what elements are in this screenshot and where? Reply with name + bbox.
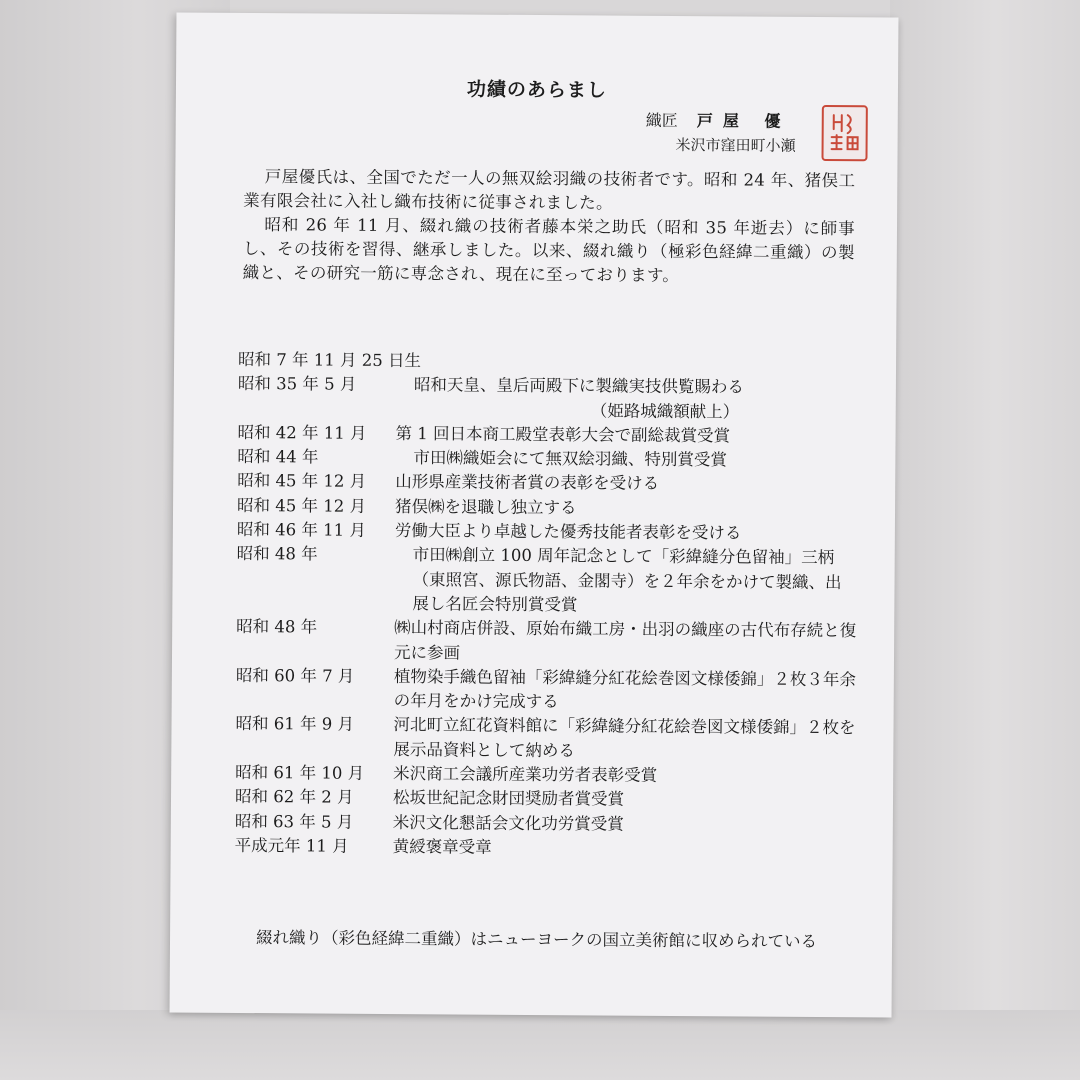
timeline-event: 米沢文化懇話会文化功労賞受賞	[392, 812, 624, 834]
timeline-event: 猪俣㈱を退職し独立する	[394, 496, 577, 518]
timeline-row	[236, 664, 856, 717]
document-title: 功績のあらまし	[466, 78, 608, 102]
timeline-event: 河北町立紅花資料館に「彩緯縫分紅花絵巻図文様倭錦」２枚を展示品資料として納める	[393, 715, 856, 761]
timeline-date: 昭和 60 年 7 月	[235, 665, 355, 686]
timeline-event: 山形県産業技術者賞の表彰を受ける	[395, 472, 660, 494]
achievement-timeline	[235, 348, 859, 863]
timeline-row	[236, 542, 856, 619]
seal-stamp-icon	[821, 105, 867, 161]
timeline-row	[238, 372, 858, 401]
author-name: 戸屋 優	[696, 111, 791, 131]
timeline-date: 昭和 7 年 11 月 25 日生	[238, 349, 422, 371]
timeline-date: 平成元年 11 月	[234, 835, 349, 856]
timeline-date: 昭和 63 年 5 月	[234, 811, 354, 832]
timeline-date: 昭和 61 年 9 月	[235, 714, 355, 735]
timeline-row	[236, 615, 856, 668]
timeline-event: 黄綬褒章受章	[392, 836, 492, 857]
timeline-event: 米沢商工会議所産業功労者表彰受賞	[393, 764, 658, 785]
author-address: 米沢市窪田町小瀬	[675, 135, 796, 155]
timeline-event: 松坂世紀記念財団奨励者賞受賞	[392, 788, 625, 809]
timeline-row	[235, 834, 855, 863]
timeline-date: 昭和 62 年 2 月	[234, 787, 354, 808]
author-role: 織匠	[645, 110, 678, 130]
timeline-date: 昭和 48 年	[236, 617, 318, 637]
timeline-event: 第 1 回日本商工殿堂表彰大会で副総裁賞受賞	[395, 423, 731, 446]
intro-paragraph: 戸屋優氏は、全国でただ一人の無双絵羽織の技術者です。昭和 24 年、猪俣工業有限会社に入社し織布技術に従事されました。	[243, 167, 856, 213]
timeline-event: 植物染手織色留袖「彩緯縫分紅花絵巻図文様倭錦」２枚３年余の年月をかけ完成する	[393, 666, 856, 712]
timeline-event: ㈱山村商店併設、原始布織工房・出羽の織座の古代布存続と復元に参画	[393, 618, 857, 663]
timeline-event: 昭和天皇、皇后両殿下に製織実技供覧賜わる	[413, 375, 744, 397]
intro-paragraph: 昭和 26 年 11 月、綴れ織の技術者藤本栄之助氏（昭和 35 年逝去）に師事し、その技術を習得、継承しました。以来、綴れ織り（極彩色経緯二重織）の製織と、その研究一筋に専念され、現在に至っております。	[242, 214, 856, 285]
timeline-date: 昭和 35 年 5 月	[237, 374, 357, 395]
intro-text	[243, 165, 856, 289]
timeline-date: 昭和 45 年 12 月	[237, 471, 367, 492]
timeline-event: 労働大臣より卓越した優秀技能者表彰を受ける	[394, 521, 742, 543]
timeline-row	[235, 712, 855, 765]
timeline-date: 昭和 61 年 10 月	[235, 762, 365, 783]
background-bottom	[0, 1010, 1080, 1080]
timeline-date: 昭和 44 年	[237, 447, 319, 467]
timeline-event: 市田㈱創立 100 周年記念として「彩緯縫分色留袖」三柄（東照宮、源氏物語、金閣寺）を２年余をかけて製織、出展し名匠会特別賞受賞	[412, 545, 842, 615]
background-right	[890, 0, 1080, 1080]
document-sheet	[170, 12, 899, 1017]
author-line	[646, 108, 791, 132]
timeline-date: 昭和 48 年	[236, 544, 318, 564]
timeline-date: 昭和 45 年 12 月	[236, 495, 367, 516]
timeline-date: 昭和 46 年 11 月	[236, 520, 366, 540]
timeline-event: （姫路城織額献上）	[590, 400, 740, 422]
timeline-event: 市田㈱織姫会にて無双絵羽織、特別賞受賞	[413, 448, 727, 470]
timeline-date: 昭和 42 年 11 月	[237, 422, 367, 443]
closing-note: 綴れ織り（彩色経緯二重織）はニューヨークの国立美術館に収められている	[255, 928, 818, 951]
